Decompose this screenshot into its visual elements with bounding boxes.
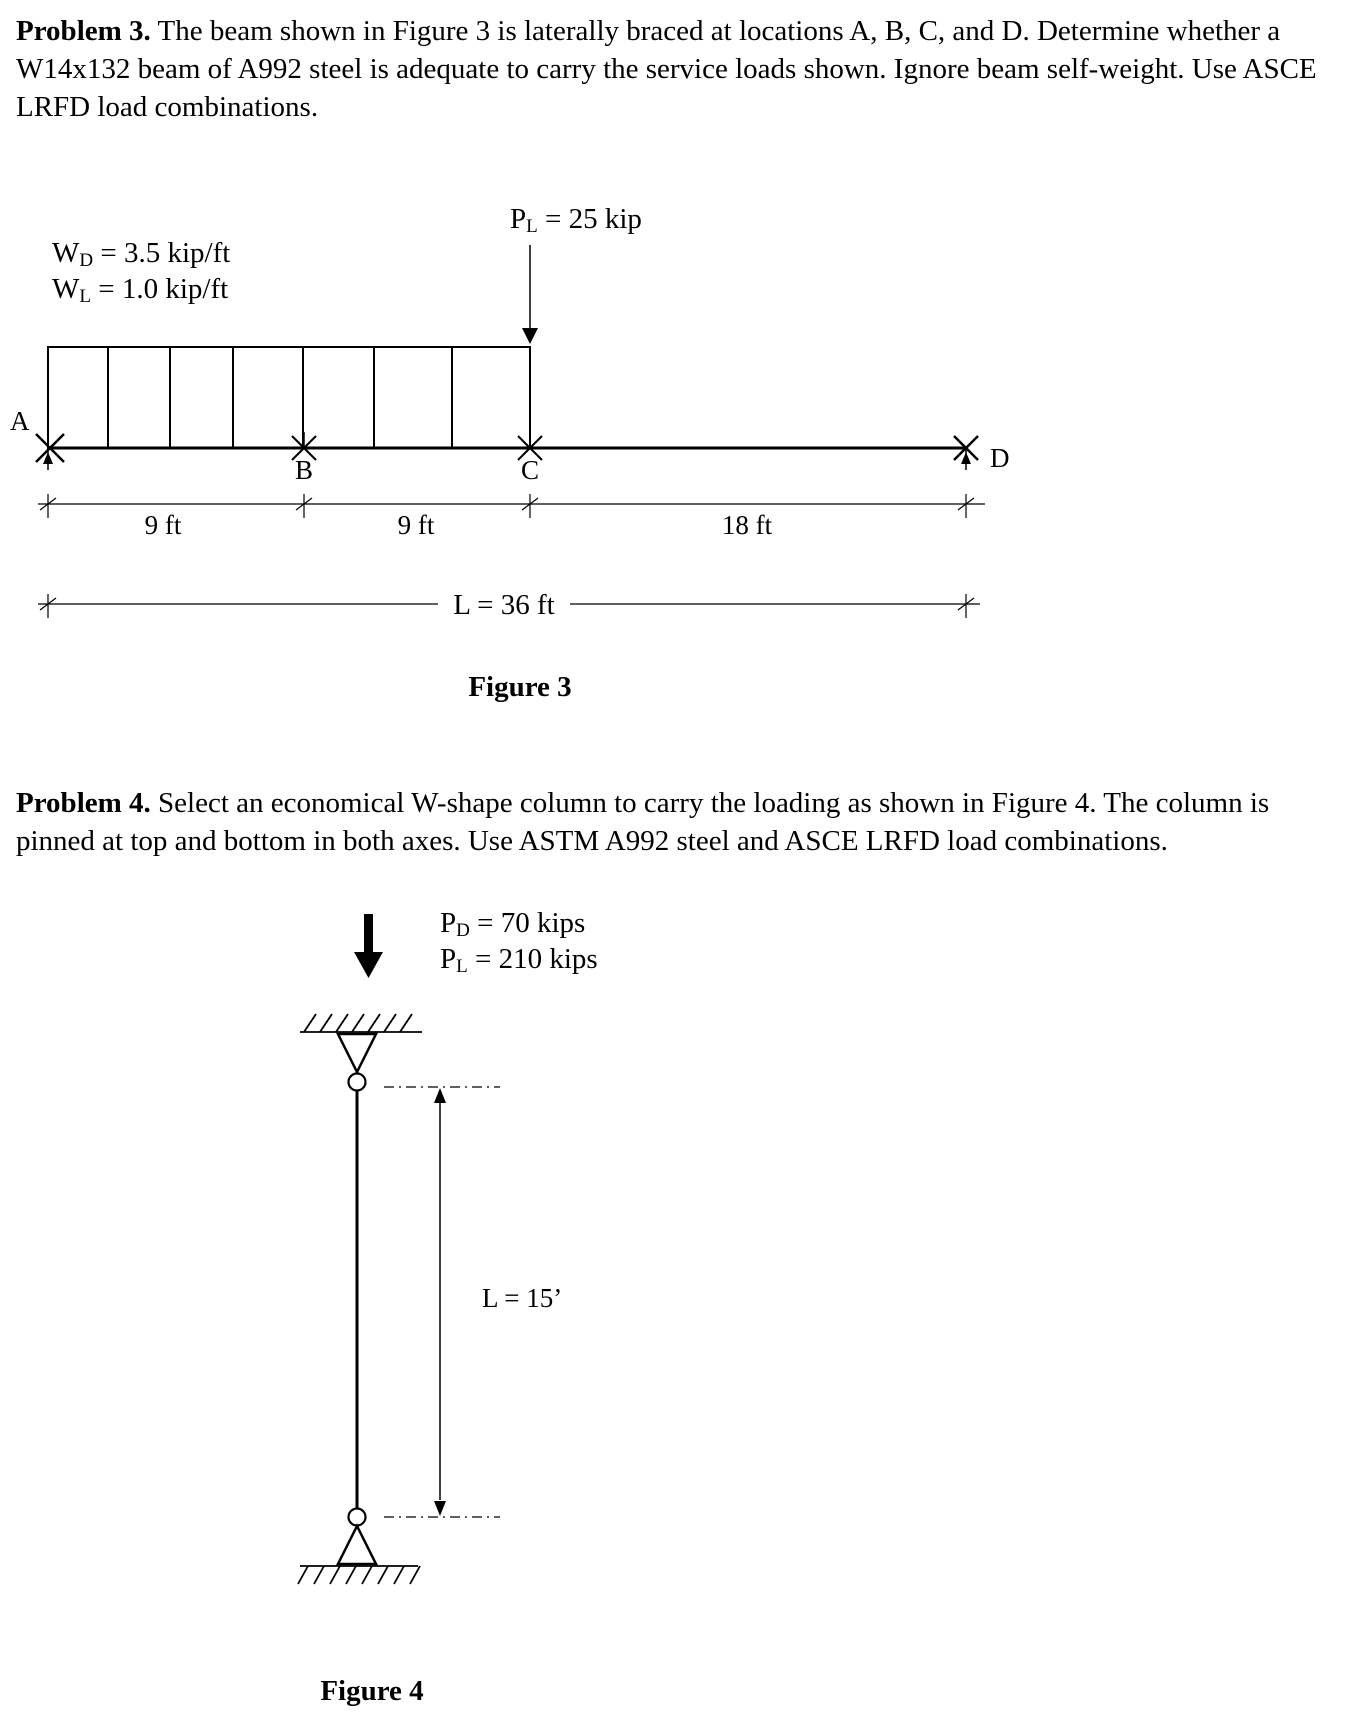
top-pin-triangle [338,1034,376,1072]
dimension-ab: 9 ft [144,510,182,540]
top-support-hatch [300,1014,422,1032]
problem-3-label: Problem 3. [16,15,151,47]
bottom-pin-triangle [338,1526,376,1564]
column-length-label: L = 15’ [482,1283,563,1313]
problem-4-label: Problem 4. [16,787,151,819]
point-load-label: PL = 25 kip [510,203,642,237]
live-load-label: WL = 1.0 kip/ft [52,273,229,307]
brace-label-d: D [990,443,1010,473]
bottom-support-hatch [298,1566,420,1584]
column-load-arrow [354,914,383,978]
dimension-bc: 9 ft [397,510,435,540]
dead-load-label: PD = 70 kips [440,907,586,941]
dimension-cd: 18 ft [721,510,773,540]
length-dimension-arrow [434,1088,446,1516]
brace-label-c: C [520,455,540,485]
brace-label-b: B [294,455,314,485]
figure-4-caption: Figure 4 [320,1675,424,1707]
dead-load-label: WD = 3.5 kip/ft [52,237,231,271]
problem-4-text: Select an economical W-shape column to carry the loading as shown in Figure 4. The column is pinned at top and bottom in both axes. Use ASTM A992 steel and ASCE LRFD load combinations. [16,787,1270,857]
brace-label-a: A [10,406,30,436]
bottom-pin [349,1509,366,1526]
figure-3-caption: Figure 3 [468,671,572,703]
live-load-label: PL = 210 kips [440,943,598,977]
dimension-total: L = 36 ft [453,589,555,621]
problem-3-text: The beam shown in Figure 3 is laterally braced at locations A, B, C, and D. Determine whether a W14x132 beam of A992 steel is adequate to carry the service loads shown. Ignore beam self-weight. Use ASCE LRFD load combinations. [16,15,1317,123]
top-pin [349,1074,366,1091]
